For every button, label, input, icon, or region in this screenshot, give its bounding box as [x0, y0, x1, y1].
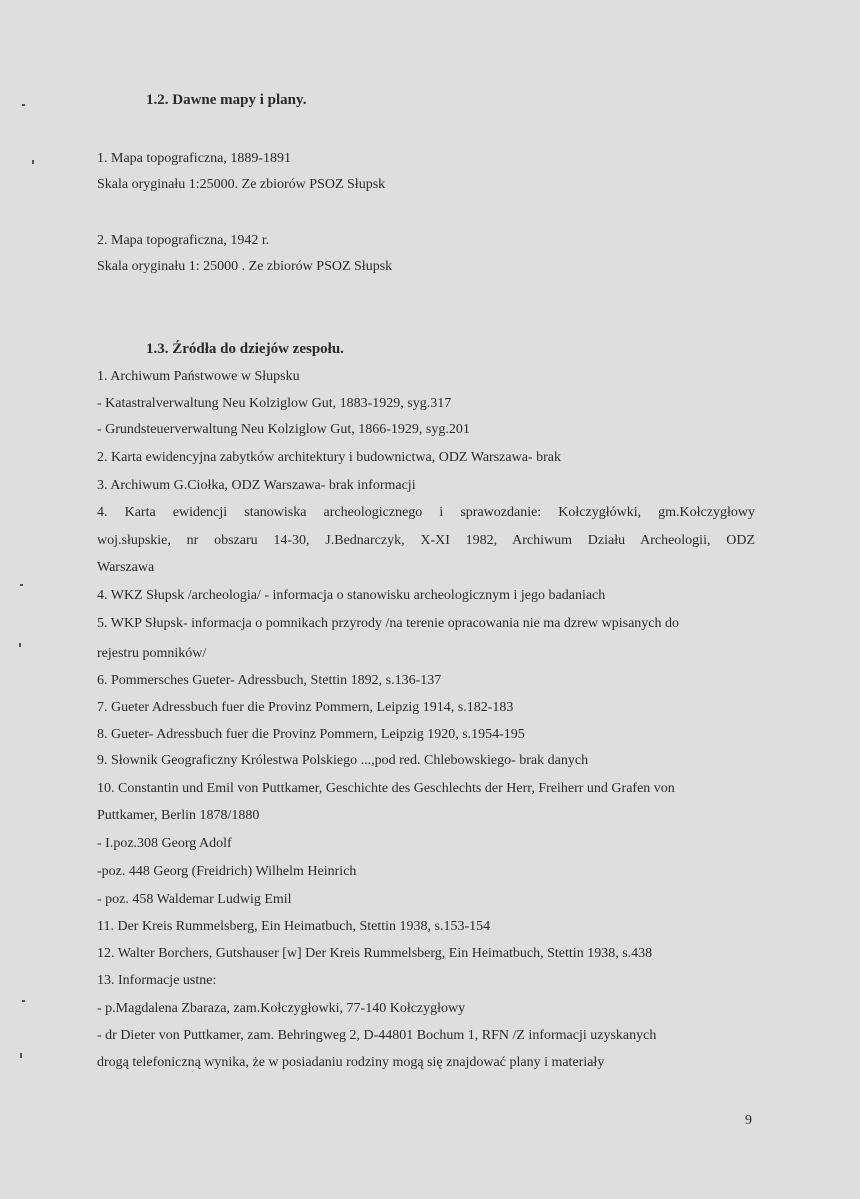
source-line: 12. Walter Borchers, Gutshauser [w] Der Kreis Rummelsberg, Ein Heimatbuch, Stettin 1938, s.438 [97, 946, 653, 961]
source-line: -poz. 448 Georg (Freidrich) Wilhelm Heinrich [97, 864, 357, 879]
source-line: Warszawa [97, 560, 155, 575]
source-line: - I.poz.308 Georg Adolf [97, 836, 232, 851]
section-heading-maps: 1.2. Dawne mapy i plany. [146, 92, 307, 108]
source-line: 10. Constantin und Emil von Puttkamer, Geschichte des Geschlechts der Herr, Freiherr und Grafen von [97, 781, 675, 796]
maps-item-line: 1. Mapa topograficzna, 1889-1891 [97, 151, 291, 166]
source-line: Puttkamer, Berlin 1878/1880 [97, 808, 260, 823]
source-line: - Grundsteuerverwaltung Neu Kolziglow Gut, 1866-1929, syg.201 [97, 422, 470, 437]
source-line: rejestru pomników/ [97, 646, 207, 661]
scan-speck [22, 104, 25, 106]
source-line: - poz. 458 Waldemar Ludwig Emil [97, 892, 292, 907]
source-line: - p.Magdalena Zbaraza, zam.Kołczygłowki, 77-140 Kołczygłowy [97, 1001, 466, 1016]
page-number: 9 [745, 1113, 752, 1128]
scan-speck [32, 160, 34, 164]
scan-speck [22, 1000, 25, 1002]
source-line: 9. Słownik Geograficzny Królestwa Polskiego ...,pod red. Chlebowskiego- brak danych [97, 753, 589, 768]
source-line: - dr Dieter von Puttkamer, zam. Behringweg 2, D-44801 Bochum 1, RFN /Z informacji uzyskanych [97, 1028, 657, 1043]
source-line: drogą telefoniczną wynika, że w posiadaniu rodziny mogą się znajdować plany i materiały [97, 1055, 605, 1070]
source-line: 5. WKP Słupsk- informacja o pomnikach przyrody /na terenie opracowania nie ma dzrew wpisanych do [97, 616, 679, 631]
source-line: 1. Archiwum Państwowe w Słupsku [97, 369, 300, 384]
source-line: 4. WKZ Słupsk /archeologia/ - informacja o stanowisku archeologicznym i jego badaniach [97, 588, 606, 603]
source-line: woj.słupskie, nr obszaru 14-30, J.Bednarczyk, X-XI 1982, Archiwum Działu Archeologii, ODZ [97, 533, 755, 548]
source-line: 4. Karta ewidencji stanowiska archeologicznego i sprawozdanie: Kołczygłówki, gm.Kołczygłowy [97, 505, 755, 520]
source-line: 11. Der Kreis Rummelsberg, Ein Heimatbuch, Stettin 1938, s.153-154 [97, 919, 491, 934]
section-heading-sources: 1.3. Źródła do dziejów zespołu. [146, 341, 344, 357]
source-line: 7. Gueter Adressbuch fuer die Provinz Pommern, Leipzig 1914, s.182-183 [97, 700, 514, 715]
scan-speck [19, 643, 21, 647]
scan-speck [20, 584, 23, 586]
scan-speck [20, 1053, 22, 1058]
source-line: 3. Archiwum G.Ciołka, ODZ Warszawa- brak informacji [97, 478, 416, 493]
source-line: 13. Informacje ustne: [97, 973, 217, 988]
source-line: - Katastralverwaltung Neu Kolziglow Gut, 1883-1929, syg.317 [97, 396, 452, 411]
maps-item-line: Skala oryginału 1:25000. Ze zbiorów PSOZ Słupsk [97, 177, 386, 192]
source-line: 8. Gueter- Adressbuch fuer die Provinz Pommern, Leipzig 1920, s.1954-195 [97, 727, 525, 742]
source-line: 6. Pommersches Gueter- Adressbuch, Stettin 1892, s.136-137 [97, 673, 442, 688]
maps-item-line: Skala oryginału 1: 25000 . Ze zbiorów PSOZ Słupsk [97, 259, 393, 274]
maps-item-line: 2. Mapa topograficzna, 1942 r. [97, 233, 270, 248]
source-line: 2. Karta ewidencyjna zabytków architektury i budownictwa, ODZ Warszawa- brak [97, 450, 561, 465]
